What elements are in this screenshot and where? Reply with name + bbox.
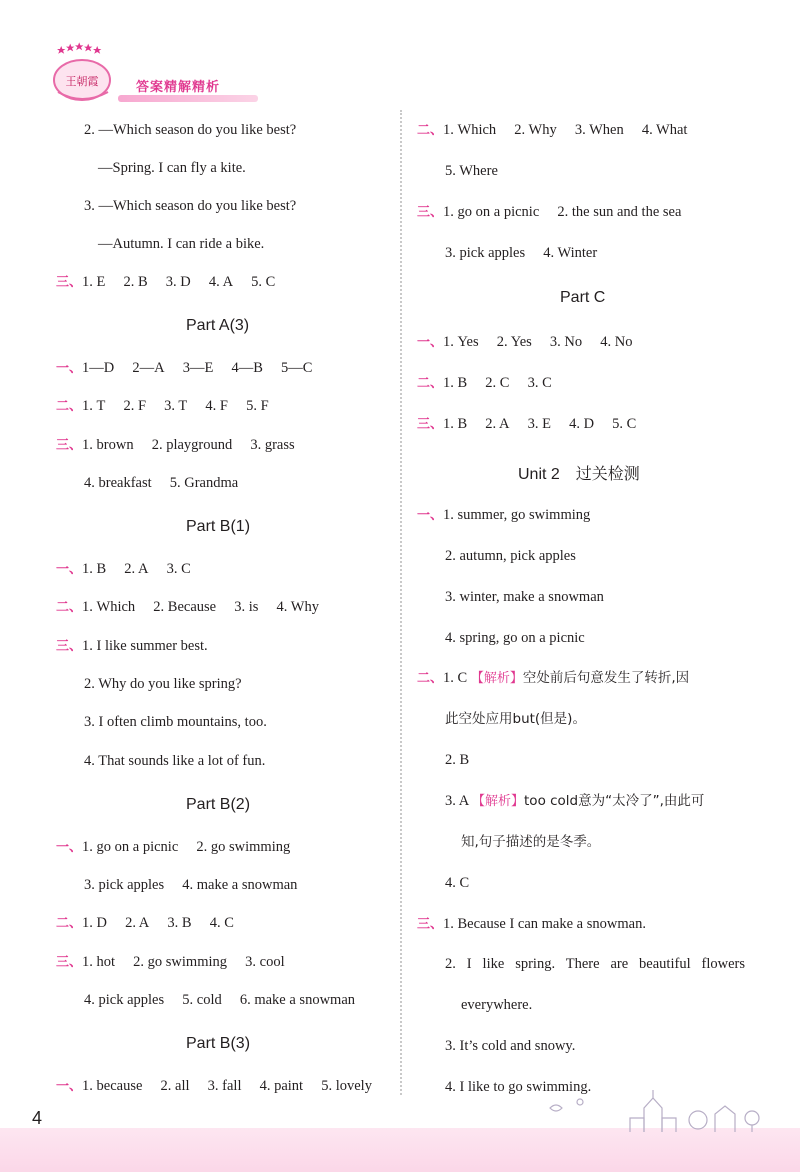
answer-line <box>417 414 636 435</box>
section-marker: 三、 <box>56 639 83 654</box>
section-heading: Part B(2) <box>186 796 251 813</box>
answer-line: everywhere. <box>461 997 533 1013</box>
section-marker: 一、 <box>56 361 83 376</box>
answer-line: 3. winter, make a snowman <box>445 589 604 605</box>
answer-line <box>417 373 552 394</box>
answer-line <box>417 914 646 935</box>
section-marker: 二、 <box>417 671 444 686</box>
section-marker: 三、 <box>417 205 444 220</box>
section-marker: 二、 <box>417 376 444 391</box>
answer-text: 1. B 2. C 3. C <box>443 375 552 391</box>
logo-text: 王朝霞 <box>65 75 99 88</box>
answer-text: 1. E 2. B 3. D 4. A 5. C <box>82 274 276 290</box>
analysis-note: too cold意为“太冷了”,由此可 <box>524 793 705 809</box>
answer-line: —Spring. I can fly a kite. <box>98 160 246 176</box>
answer-line: 4. spring, go on a picnic <box>445 630 585 646</box>
answer-line <box>417 120 687 141</box>
answer-line: 知,句子描述的是冬季。 <box>461 834 601 850</box>
section-marker: 一、 <box>417 508 444 523</box>
answer-line: 4. I like to go swimming. <box>445 1079 592 1095</box>
answer-line: 3. I often climb mountains, too. <box>84 714 267 730</box>
answer-line: 2. B <box>445 752 470 768</box>
answer-line: 3. pick apples 4. Winter <box>445 245 598 261</box>
answer-line <box>445 791 704 812</box>
section-marker: 三、 <box>56 438 83 453</box>
answer-line <box>417 202 681 223</box>
answer-text: 1. because 2. all 3. fall 4. paint 5. lovely <box>82 1078 372 1094</box>
answer-line: 4. That sounds like a lot of fun. <box>84 753 266 769</box>
page-header <box>0 0 800 115</box>
footer-band <box>0 1128 800 1172</box>
answer-text: 1—D 2—A 3—E 4—B 5—C <box>82 360 313 376</box>
answer-text: 3. A <box>445 793 472 809</box>
analysis-tag: 【解析】 <box>470 671 523 686</box>
section-heading: Part C <box>560 289 606 306</box>
page-number: 4 <box>32 1108 43 1128</box>
answer-text: 1. brown 2. playground 3. grass <box>82 437 295 453</box>
answer-line <box>417 332 633 353</box>
header-title: 答案精解精析 <box>136 80 221 95</box>
section-marker: 三、 <box>417 917 444 932</box>
analysis-tag: 【解析】 <box>472 794 525 809</box>
answer-text: 1. T 2. F 3. T 4. F 5. F <box>82 398 269 414</box>
column-divider <box>400 110 402 1095</box>
section-marker: 二、 <box>56 600 83 615</box>
answer-text: 1. B 2. A 3. E 4. D 5. C <box>443 416 637 432</box>
answer-line: 5. Where <box>445 163 498 179</box>
answer-line <box>56 435 295 456</box>
section-marker: 一、 <box>56 840 83 855</box>
answer-line: 此空处应用but(但是)。 <box>445 711 586 727</box>
answer-line <box>56 597 319 618</box>
answer-text: 1. summer, go swimming <box>443 507 591 523</box>
section-heading: Part A(3) <box>186 317 250 334</box>
answer-text: 1. Because I can make a snowman. <box>443 916 646 932</box>
answer-text: 1. hot 2. go swimming 3. cool <box>82 954 285 970</box>
publisher-logo-icon <box>48 40 120 106</box>
answer-line <box>56 913 234 934</box>
section-marker: 二、 <box>56 916 83 931</box>
answer-line <box>417 668 689 689</box>
answer-line <box>417 505 590 526</box>
answer-line: 3. pick apples 4. make a snowman <box>84 877 298 893</box>
answer-line: 4. breakfast 5. Grandma <box>84 475 239 491</box>
answer-line <box>56 636 208 657</box>
answer-text: 1. Which 2. Because 3. is 4. Why <box>82 599 319 615</box>
answer-line <box>56 559 191 580</box>
section-heading: Unit 2 过关检测 <box>518 466 640 483</box>
section-marker: 一、 <box>417 335 444 350</box>
header-underline <box>118 95 258 102</box>
answer-line <box>56 396 269 417</box>
answer-line: 2. I like spring. There are beautiful flowers <box>445 956 745 972</box>
answer-text: 1. Yes 2. Yes 3. No 4. No <box>443 334 633 350</box>
answer-text: 1. D 2. A 3. B 4. C <box>82 915 234 931</box>
section-marker: 二、 <box>56 399 83 414</box>
analysis-note: 空处前后句意发生了转折,因 <box>522 670 690 686</box>
answer-line <box>56 1076 372 1097</box>
answer-text: 1. C <box>443 670 471 686</box>
answer-line: 4. pick apples 5. cold 6. make a snowman <box>84 992 356 1008</box>
answer-line: 2. —Which season do you like best? <box>84 122 297 138</box>
answer-text: 1. Which 2. Why 3. When 4. What <box>443 122 688 138</box>
answer-line: 2. autumn, pick apples <box>445 548 576 564</box>
answer-text: 1. I like summer best. <box>82 638 208 654</box>
section-marker: 一、 <box>56 562 83 577</box>
section-marker: 三、 <box>56 955 83 970</box>
answer-text: 1. go on a picnic 2. go swimming <box>82 839 291 855</box>
answer-line: 3. —Which season do you like best? <box>84 198 297 214</box>
answer-line: 3. It’s cold and snowy. <box>445 1038 576 1054</box>
section-heading: Part B(3) <box>186 1035 251 1052</box>
answer-line: 2. Why do you like spring? <box>84 676 242 692</box>
section-marker: 一、 <box>56 1079 83 1094</box>
section-heading: Part B(1) <box>186 518 251 535</box>
answer-line <box>56 837 290 858</box>
section-marker: 三、 <box>56 275 83 290</box>
answer-text: 1. go on a picnic 2. the sun and the sea <box>443 204 682 220</box>
answer-line: —Autumn. I can ride a bike. <box>98 236 265 252</box>
section-marker: 三、 <box>417 417 444 432</box>
answer-line <box>56 952 285 973</box>
answer-text: 1. B 2. A 3. C <box>82 561 191 577</box>
section-marker: 二、 <box>417 123 444 138</box>
answer-line: 4. C <box>445 875 470 891</box>
castle-decoration-icon <box>540 1088 770 1133</box>
answer-line <box>56 272 275 293</box>
answer-line <box>56 358 312 379</box>
